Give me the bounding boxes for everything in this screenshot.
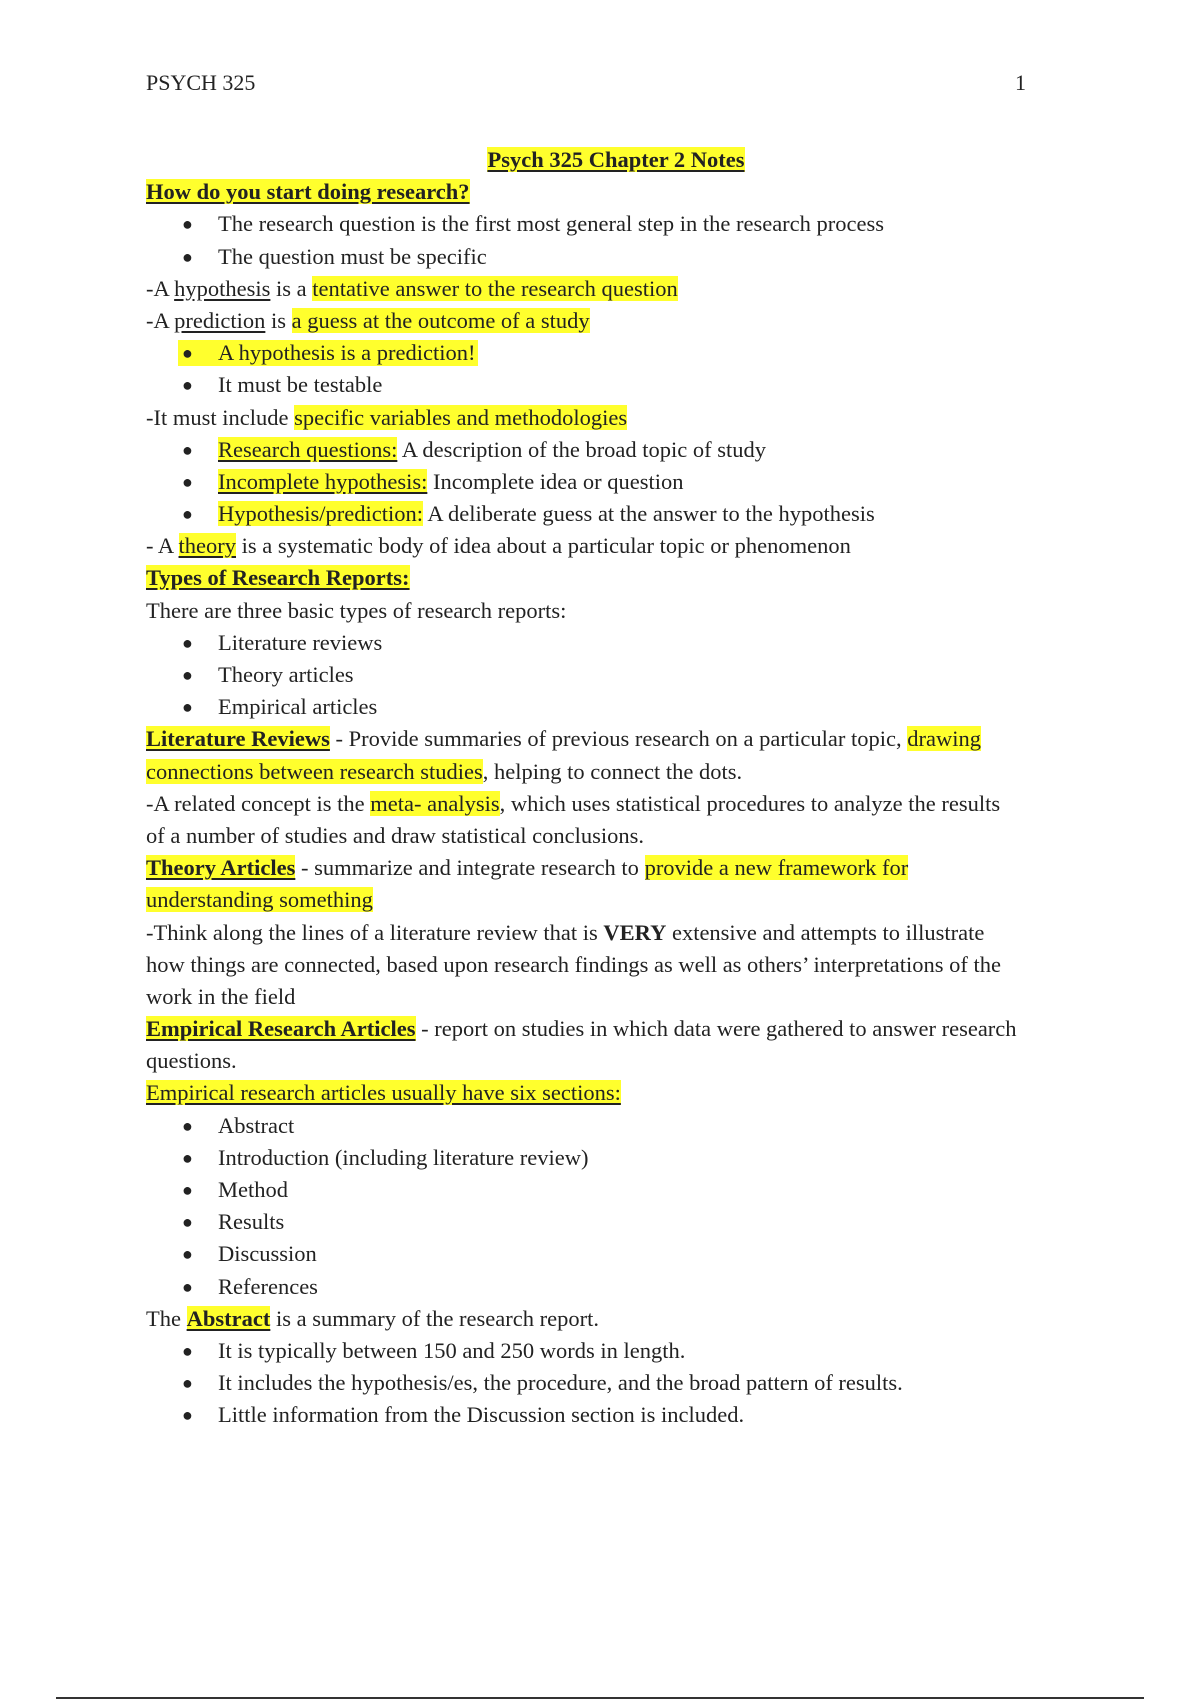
bullet-icon: ● xyxy=(182,471,193,492)
list-item-text: It must be testable xyxy=(218,372,383,398)
bullet-icon: ● xyxy=(182,246,193,267)
bullet-icon: ● xyxy=(182,1405,193,1426)
list-item-text: A hypothesis is a prediction! xyxy=(218,340,476,366)
text-segment: is a xyxy=(270,275,313,301)
highlight-variables: specific variables and methodologies xyxy=(294,404,628,430)
must-include-line xyxy=(146,402,1086,434)
six-sections-heading: Empirical research articles usually have six sections: xyxy=(146,1080,621,1106)
term-empirical-research-articles: Empirical Research Articles xyxy=(146,1016,416,1042)
text-segment: -It must include xyxy=(146,404,295,430)
bullet-icon: ● xyxy=(182,1244,193,1265)
term-hypothesis-prediction: Hypothesis/prediction: xyxy=(218,501,423,527)
term-theory: theory xyxy=(178,533,236,559)
text-segment: is a summary of the research report. xyxy=(270,1305,599,1331)
text-segment: , which uses statistical procedures to analyze the results xyxy=(499,790,1001,816)
list-item xyxy=(146,1367,1086,1399)
document-title: Psych 325 Chapter 2 Notes xyxy=(487,147,745,172)
literature-reviews-line-2 xyxy=(146,756,1086,788)
section-heading-report-types xyxy=(146,562,1086,594)
list-item xyxy=(146,1399,1086,1431)
highlight-drawing: drawing xyxy=(907,726,981,752)
list-item-text: It includes the hypothesis/es, the procedure, and the broad pattern of results. xyxy=(218,1370,903,1396)
term-meta-analysis: meta- analysis xyxy=(370,790,500,816)
list-item-text: The research question is the first most general step in the research process xyxy=(218,211,885,237)
heading-start-research: How do you start doing research? xyxy=(146,179,470,205)
text-segment: -Think along the lines of a literature review that is xyxy=(146,919,604,945)
document-title-line xyxy=(146,144,1086,176)
list-item xyxy=(146,659,1086,691)
term-abstract: Abstract xyxy=(186,1305,271,1331)
text-segment: - summarize and integrate research to xyxy=(295,855,645,881)
bullet-icon: ● xyxy=(182,1373,193,1394)
prediction-definition xyxy=(146,305,1086,337)
highlight-hypothesis-def: tentative answer to the research question xyxy=(312,275,678,301)
text-segment: - Provide summaries of previous research on a particular topic, xyxy=(329,726,908,752)
text-segment: - A xyxy=(146,533,179,559)
list-item-text: A description of the broad topic of study xyxy=(397,436,767,462)
bullet-icon: ● xyxy=(182,343,193,364)
text-segment: is xyxy=(265,307,292,333)
term-literature-reviews: Literature Reviews xyxy=(146,726,330,752)
meta-analysis-line-2: of a number of studies and draw statistical conclusions. xyxy=(146,822,645,848)
list-item-text: References xyxy=(218,1273,318,1299)
list-item-text: Little information from the Discussion section is included. xyxy=(218,1402,745,1428)
list-item xyxy=(146,337,1086,369)
theory-articles-line-1 xyxy=(146,852,1086,884)
bullet-icon: ● xyxy=(182,1276,193,1297)
text-segment: is a systematic body of idea about a particular topic or phenomenon xyxy=(236,533,851,559)
meta-analysis-line-1 xyxy=(146,788,1086,820)
abstract-definition xyxy=(146,1303,1086,1335)
bullet-icon: ● xyxy=(182,1180,193,1200)
bullet-icon: ● xyxy=(182,504,193,525)
bullet-icon: ● xyxy=(182,214,193,235)
list-item xyxy=(146,208,1086,240)
list-item-text: Incomplete idea or question xyxy=(427,468,684,494)
list-item-text: The question must be specific xyxy=(218,243,487,269)
list-item-text: A deliberate guess at the answer to the hypothesis xyxy=(422,501,875,527)
theory-definition xyxy=(146,530,1086,562)
think-line-1 xyxy=(146,917,1086,949)
list-item xyxy=(146,1110,1086,1142)
highlight-framework: provide a new framework for xyxy=(644,855,909,881)
report-types-intro: There are three basic types of research reports: xyxy=(146,597,567,623)
list-item-text: It is typically between 150 and 250 words in length. xyxy=(218,1337,686,1363)
think-line-3: work in the field xyxy=(146,983,296,1009)
term-research-questions: Research questions: xyxy=(218,436,398,462)
emphasis-very: VERY xyxy=(603,919,667,945)
page-header xyxy=(146,70,1026,100)
bullet-icon: ● xyxy=(182,1212,193,1233)
list-item xyxy=(146,434,1086,466)
highlight-connections: connections between research studies xyxy=(146,758,483,784)
bullet-icon: ● xyxy=(182,375,193,396)
bullet-icon: ● xyxy=(182,1340,193,1361)
list-item xyxy=(146,498,1086,530)
term-incomplete-hypothesis: Incomplete hypothesis: xyxy=(218,468,428,494)
list-item xyxy=(146,466,1086,498)
empirical-articles-line-1 xyxy=(146,1013,1086,1045)
list-item xyxy=(146,1174,1086,1206)
notes-body xyxy=(146,144,1086,1432)
page-number: 1 xyxy=(1015,70,1026,95)
text-segment: The xyxy=(146,1305,187,1331)
list-item xyxy=(146,627,1086,659)
highlight-understanding: understanding something xyxy=(146,887,373,913)
list-item xyxy=(146,1335,1086,1367)
list-item-text: Discussion xyxy=(218,1241,317,1267)
empirical-articles-line-2: questions. xyxy=(146,1048,237,1074)
list-item xyxy=(146,1271,1086,1303)
list-item-text: Theory articles xyxy=(218,662,354,687)
list-item xyxy=(146,1206,1086,1238)
list-item xyxy=(146,1238,1086,1270)
bullet-icon: ● xyxy=(182,632,193,653)
list-item-text: Literature reviews xyxy=(218,629,383,655)
think-line-2: how things are connected, based upon research findings as well as others’ interpretations of the xyxy=(146,951,1001,977)
list-item-text: Empirical articles xyxy=(218,694,378,720)
literature-reviews-line-1 xyxy=(146,723,1086,755)
bullet-icon: ● xyxy=(182,665,193,685)
list-item xyxy=(146,691,1086,723)
text-segment: -A related concept is the xyxy=(146,790,371,816)
bullet-icon: ● xyxy=(182,1147,193,1168)
course-code: PSYCH 325 xyxy=(146,70,256,95)
list-item xyxy=(146,241,1086,273)
list-item-text: Results xyxy=(218,1209,285,1235)
theory-articles-line-2 xyxy=(146,884,1086,916)
bullet-icon: ● xyxy=(182,439,193,460)
text-segment: -A xyxy=(146,275,175,301)
list-item xyxy=(146,369,1086,401)
term-hypothesis: hypothesis xyxy=(174,275,271,301)
six-sections-heading-line xyxy=(146,1077,1086,1109)
bottom-divider xyxy=(56,1697,1144,1699)
term-prediction: prediction xyxy=(174,307,266,333)
list-item-text: Method xyxy=(218,1177,288,1202)
section-heading-research xyxy=(146,176,1086,208)
text-segment: - report on studies in which data were gathered to answer research xyxy=(415,1016,1017,1042)
heading-report-types: Types of Research Reports: xyxy=(146,565,410,591)
bullet-icon: ● xyxy=(182,697,193,718)
bullet-icon: ● xyxy=(182,1115,193,1136)
term-theory-articles: Theory Articles xyxy=(146,855,296,881)
highlight-prediction-def: a guess at the outcome of a study xyxy=(291,307,590,333)
text-segment: extensive and attempts to illustrate xyxy=(666,919,985,945)
hypothesis-definition xyxy=(146,273,1086,305)
list-item-text: Abstract xyxy=(218,1112,295,1138)
list-item-text: Introduction (including literature review) xyxy=(218,1144,589,1170)
text-segment: -A xyxy=(146,307,175,333)
text-segment: , helping to connect the dots. xyxy=(482,758,743,784)
list-item xyxy=(146,1142,1086,1174)
